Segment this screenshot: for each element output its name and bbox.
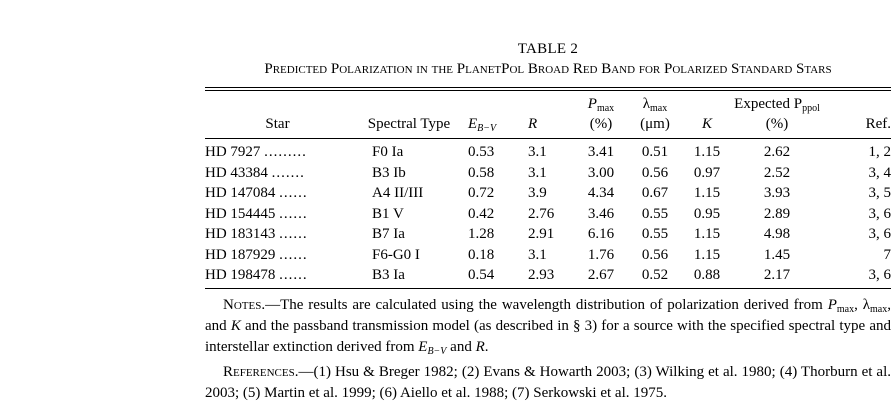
notes-paragraph: Notes.—The results are calculated using the wavelength distribution of polarization derived from $P_{max}$, $\lambda_{max}$, and K and the passband transmission model (as described in § 3) for a source with the specified spectral type and interstellar extinction derived from $E_{B-V}$ and R. xyxy=(205,296,891,357)
cell-ebv: 0.42 xyxy=(468,205,495,222)
cell-ref: 3, 5 xyxy=(868,185,891,202)
cell-star: HD 183143 ...... xyxy=(205,226,308,243)
cell-r: 2.93 xyxy=(528,267,555,284)
table-number: TABLE 2 xyxy=(517,41,579,57)
cell-star: HD 7927 ......... xyxy=(205,144,307,161)
cell-lambda-max: 0.52 xyxy=(641,267,669,284)
cell-k: 1.15 xyxy=(693,226,721,243)
table-row xyxy=(205,163,891,184)
cell-r: 3.1 xyxy=(528,246,547,263)
cell-ref: 3, 6 xyxy=(868,205,891,222)
table-document xyxy=(205,40,891,404)
header-pmax-unit: (%) xyxy=(589,116,613,132)
cell-spectral-type: F0 Ia xyxy=(372,144,404,161)
cell-lambda-max: 0.56 xyxy=(641,164,669,181)
table-row xyxy=(205,204,891,225)
table-notes xyxy=(205,295,891,404)
cell-expected: 2.17 xyxy=(763,267,791,284)
header-lambda-max: $\lambda_{max}$ xyxy=(642,96,668,114)
cell-expected: 2.62 xyxy=(763,144,791,161)
cell-r: 3.1 xyxy=(528,164,547,181)
cell-lambda-max: 0.51 xyxy=(641,144,669,161)
cell-pmax: 2.67 xyxy=(587,267,615,284)
cell-r: 2.91 xyxy=(528,226,555,243)
header-lambda-unit: (μm) xyxy=(640,116,670,132)
cell-lambda-max: 0.67 xyxy=(641,185,669,202)
header-k: K xyxy=(701,116,712,132)
cell-r: 3.9 xyxy=(528,185,547,202)
cell-expected: 1.45 xyxy=(763,246,791,263)
cell-pmax: 3.00 xyxy=(587,164,615,181)
table-row xyxy=(205,224,891,245)
cell-pmax: 3.41 xyxy=(587,144,615,161)
cell-ebv: 0.18 xyxy=(468,246,495,263)
cell-spectral-type: B7 Ia xyxy=(372,226,405,243)
cell-lambda-max: 0.55 xyxy=(641,226,669,243)
cell-k: 1.15 xyxy=(693,246,721,263)
cell-k: 0.95 xyxy=(693,205,721,222)
table-row xyxy=(205,245,891,266)
header-expected-unit: (%) xyxy=(765,116,789,132)
table-row xyxy=(205,265,891,288)
cell-k: 1.15 xyxy=(693,185,721,202)
header-star: Star xyxy=(265,116,290,132)
cell-r: 2.76 xyxy=(528,205,555,222)
cell-star: HD 198478 ...... xyxy=(205,267,308,284)
cell-spectral-type: B1 V xyxy=(372,205,404,222)
cell-spectral-type: F6-G0 I xyxy=(372,246,420,263)
cell-expected: 3.93 xyxy=(763,185,791,202)
cell-r: 3.1 xyxy=(528,144,547,161)
cell-star: HD 187929 ...... xyxy=(205,246,308,263)
cell-expected: 2.89 xyxy=(763,205,791,222)
data-table xyxy=(205,91,891,288)
references-paragraph: References.—(1) Hsu & Breger 1982; (2) Evans & Howarth 2003; (3) Wilking et al. 1980; (4) Thorburn et al. 2003; (5) Martin et al. 1999; (6) Aiello et al. 1988; (7) Serkowski et al. 1975. xyxy=(205,363,891,401)
cell-expected: 4.98 xyxy=(763,226,791,243)
cell-ebv: 0.58 xyxy=(468,164,495,181)
cell-k: 1.15 xyxy=(693,144,721,161)
table-row xyxy=(205,183,891,204)
header-r: R xyxy=(528,116,538,132)
cell-ref: 3, 6 xyxy=(868,267,891,284)
cell-spectral-type: B3 Ib xyxy=(372,164,406,181)
bottom-rule xyxy=(205,288,891,289)
cell-pmax: 1.76 xyxy=(587,246,615,263)
cell-ref: 3, 6 xyxy=(868,226,891,243)
header-ebv: $E_{B-V}$ xyxy=(468,116,497,134)
cell-ref: 3, 4 xyxy=(868,164,891,181)
cell-spectral-type: A4 II/III xyxy=(372,185,424,202)
cell-ebv: 1.28 xyxy=(468,226,495,243)
cell-ref: 1, 2 xyxy=(868,144,891,161)
header-ref: Ref. xyxy=(865,116,891,132)
header-expected-ppol: Expected $P_{ppol}$ xyxy=(734,96,820,114)
header-pmax: $P_{max}$ xyxy=(587,96,615,114)
cell-k: 0.88 xyxy=(693,267,721,284)
cell-pmax: 6.16 xyxy=(587,226,615,243)
header-spectral-type: Spectral Type xyxy=(367,116,451,132)
cell-ebv: 0.72 xyxy=(468,185,495,202)
table-caption: Predicted Polarization in the PlanetPol Broad Red Band for Polarized Standard Stars xyxy=(264,61,832,77)
cell-ref: 7 xyxy=(883,246,891,263)
cell-star: HD 43384 ....... xyxy=(205,164,305,181)
cell-lambda-max: 0.56 xyxy=(641,246,669,263)
cell-spectral-type: B3 Ia xyxy=(372,267,405,284)
cell-star: HD 147084 ...... xyxy=(205,185,308,202)
cell-star: HD 154445 ...... xyxy=(205,205,308,222)
cell-pmax: 3.46 xyxy=(587,205,615,222)
cell-ebv: 0.53 xyxy=(468,144,495,161)
cell-k: 0.97 xyxy=(693,164,721,181)
cell-lambda-max: 0.55 xyxy=(641,205,669,222)
table-row xyxy=(205,139,891,163)
cell-ebv: 0.54 xyxy=(468,267,495,284)
cell-pmax: 4.34 xyxy=(587,185,615,202)
cell-expected: 2.52 xyxy=(763,164,791,181)
